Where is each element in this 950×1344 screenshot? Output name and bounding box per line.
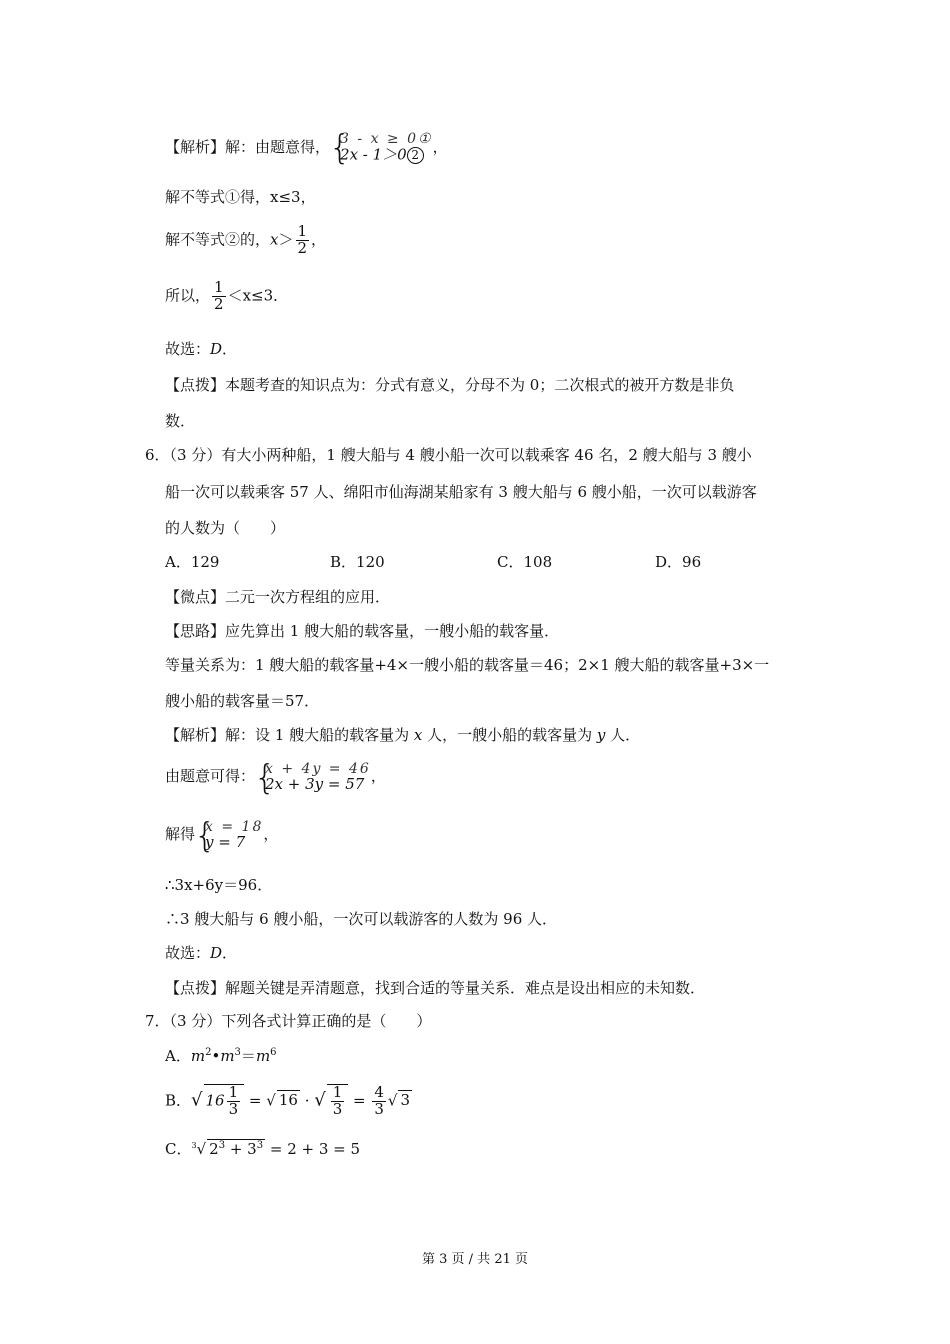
question-7-stem: 7．（3 分）下列各式计算正确的是（ ）	[145, 1012, 432, 1030]
solution-system	[195, 820, 263, 850]
radical-fraction: $\frac{1}{3}$	[327, 1084, 349, 1118]
fraction-half: $\frac{1}{2}$	[214, 278, 224, 313]
question-6-line-1: 6．（3 分）有大小两种船，1 艘大船与 4 艘小船一次可以载乘客 46 名，2 艘大船与 3 艘小	[145, 446, 752, 464]
circle-number-2: 2	[407, 147, 424, 164]
option-7-a: A．$m^2•m^3=m^6$	[165, 1047, 277, 1065]
inequality-row-1: { 3 - x ≥ 0①	[340, 131, 433, 147]
page-footer: 第 3 页 / 共 21 页	[422, 1252, 528, 1267]
conclusion-range: 所以， $\frac{1}{2}$ ＜x≤3．	[165, 278, 289, 313]
solve-ineq-1: 解不等式①得，x≤3，	[165, 188, 316, 206]
relation-line-1: 等量关系为：1 艘大船的载客量+4×一艘小船的载客量＝46；2×1 艘大船的载客量+3×一	[165, 656, 770, 674]
option-7-c: C．$^3$√ $2^3 + 3^3 = 2 + 3 = 5$	[165, 1140, 361, 1158]
option-a: A．129	[165, 553, 220, 571]
tip-6: 【点拨】解题关键是弄清题意，找到合适的等量关系．难点是设出相应的未知数．	[165, 979, 706, 997]
solve-ineq-2: 解不等式②的，x＞ $\frac{1}{2}$ ，	[165, 222, 327, 257]
answer-choice-6: 故选：D．	[165, 944, 238, 962]
result-line-1: ∴3x+6y＝96．	[165, 876, 273, 894]
question-6-line-2: 船一次可以载乘客 57 人、绵阳市仙海湖某船家有 3 艘大船与 6 艘小船，一次可以载游客	[165, 483, 757, 501]
equation-row-2: 2x + 3y = 57	[265, 774, 365, 793]
analysis-6: 【解析】解：设 1 艘大船的载客量为 x 人，一艘小船的载客量为 y 人．	[165, 726, 641, 744]
cube-root-expression: $2^3 + 3^3$	[209, 1140, 264, 1158]
question-6-line-3: 的人数为（ ）	[165, 519, 286, 537]
equation-system	[255, 762, 371, 792]
option-b: B．120	[330, 553, 385, 571]
equation-system-line: 由题意可得： { x + 4y = 46 2x + 3y = 57 ，	[165, 762, 386, 792]
solution-row-2: y = 7	[205, 832, 246, 851]
solution-line: 解得 { x = 18 y = 7 ，	[165, 820, 278, 850]
analysis-line-1: 【解析】解：由题意得， { 3 - x ≥ 0① 2x - 1＞0 2 ，	[165, 132, 448, 164]
option-d: D．96	[655, 553, 702, 571]
micro-point: 【微点】二元一次方程组的应用．	[165, 588, 391, 606]
radical-mixed-number: 16 $\frac{1}{3}$	[204, 1084, 245, 1118]
fraction-half: $\frac{1}{2}$	[297, 222, 308, 257]
answer-choice-5: 故选：D．	[165, 340, 238, 358]
equation-row-1: { x + 4y = 46	[265, 761, 371, 777]
result-line-2: ∴3 艘大船与 6 艘小船，一次可以载游客的人数为 96 人．	[165, 910, 558, 928]
analysis-tag: 【解析】	[165, 137, 226, 156]
analysis-text: 解：由题意得，	[225, 137, 331, 156]
tip-5-line-1: 【点拨】本题考查的知识点为：分式有意义，分母不为 0；二次根式的被开方数是非负	[165, 376, 735, 394]
inequality-row-2: 2x - 1＞0 2	[340, 147, 433, 164]
inequality-system	[330, 132, 433, 164]
solution-row-1: { x = 18	[205, 819, 264, 835]
option-7-b: B．√ 16 $\frac{1}{3}$ = √ 16 · √ $\frac{1}{3}$ = $\frac{4}{3}$ √ 3	[165, 1083, 411, 1118]
tip-5-line-2: 数．	[165, 412, 196, 430]
approach: 【思路】应先算出 1 艘大船的载客量，一艘小船的载客量．	[165, 622, 560, 640]
relation-line-2: 艘小船的载客量＝57．	[165, 692, 320, 710]
option-c: C．108	[497, 553, 553, 571]
